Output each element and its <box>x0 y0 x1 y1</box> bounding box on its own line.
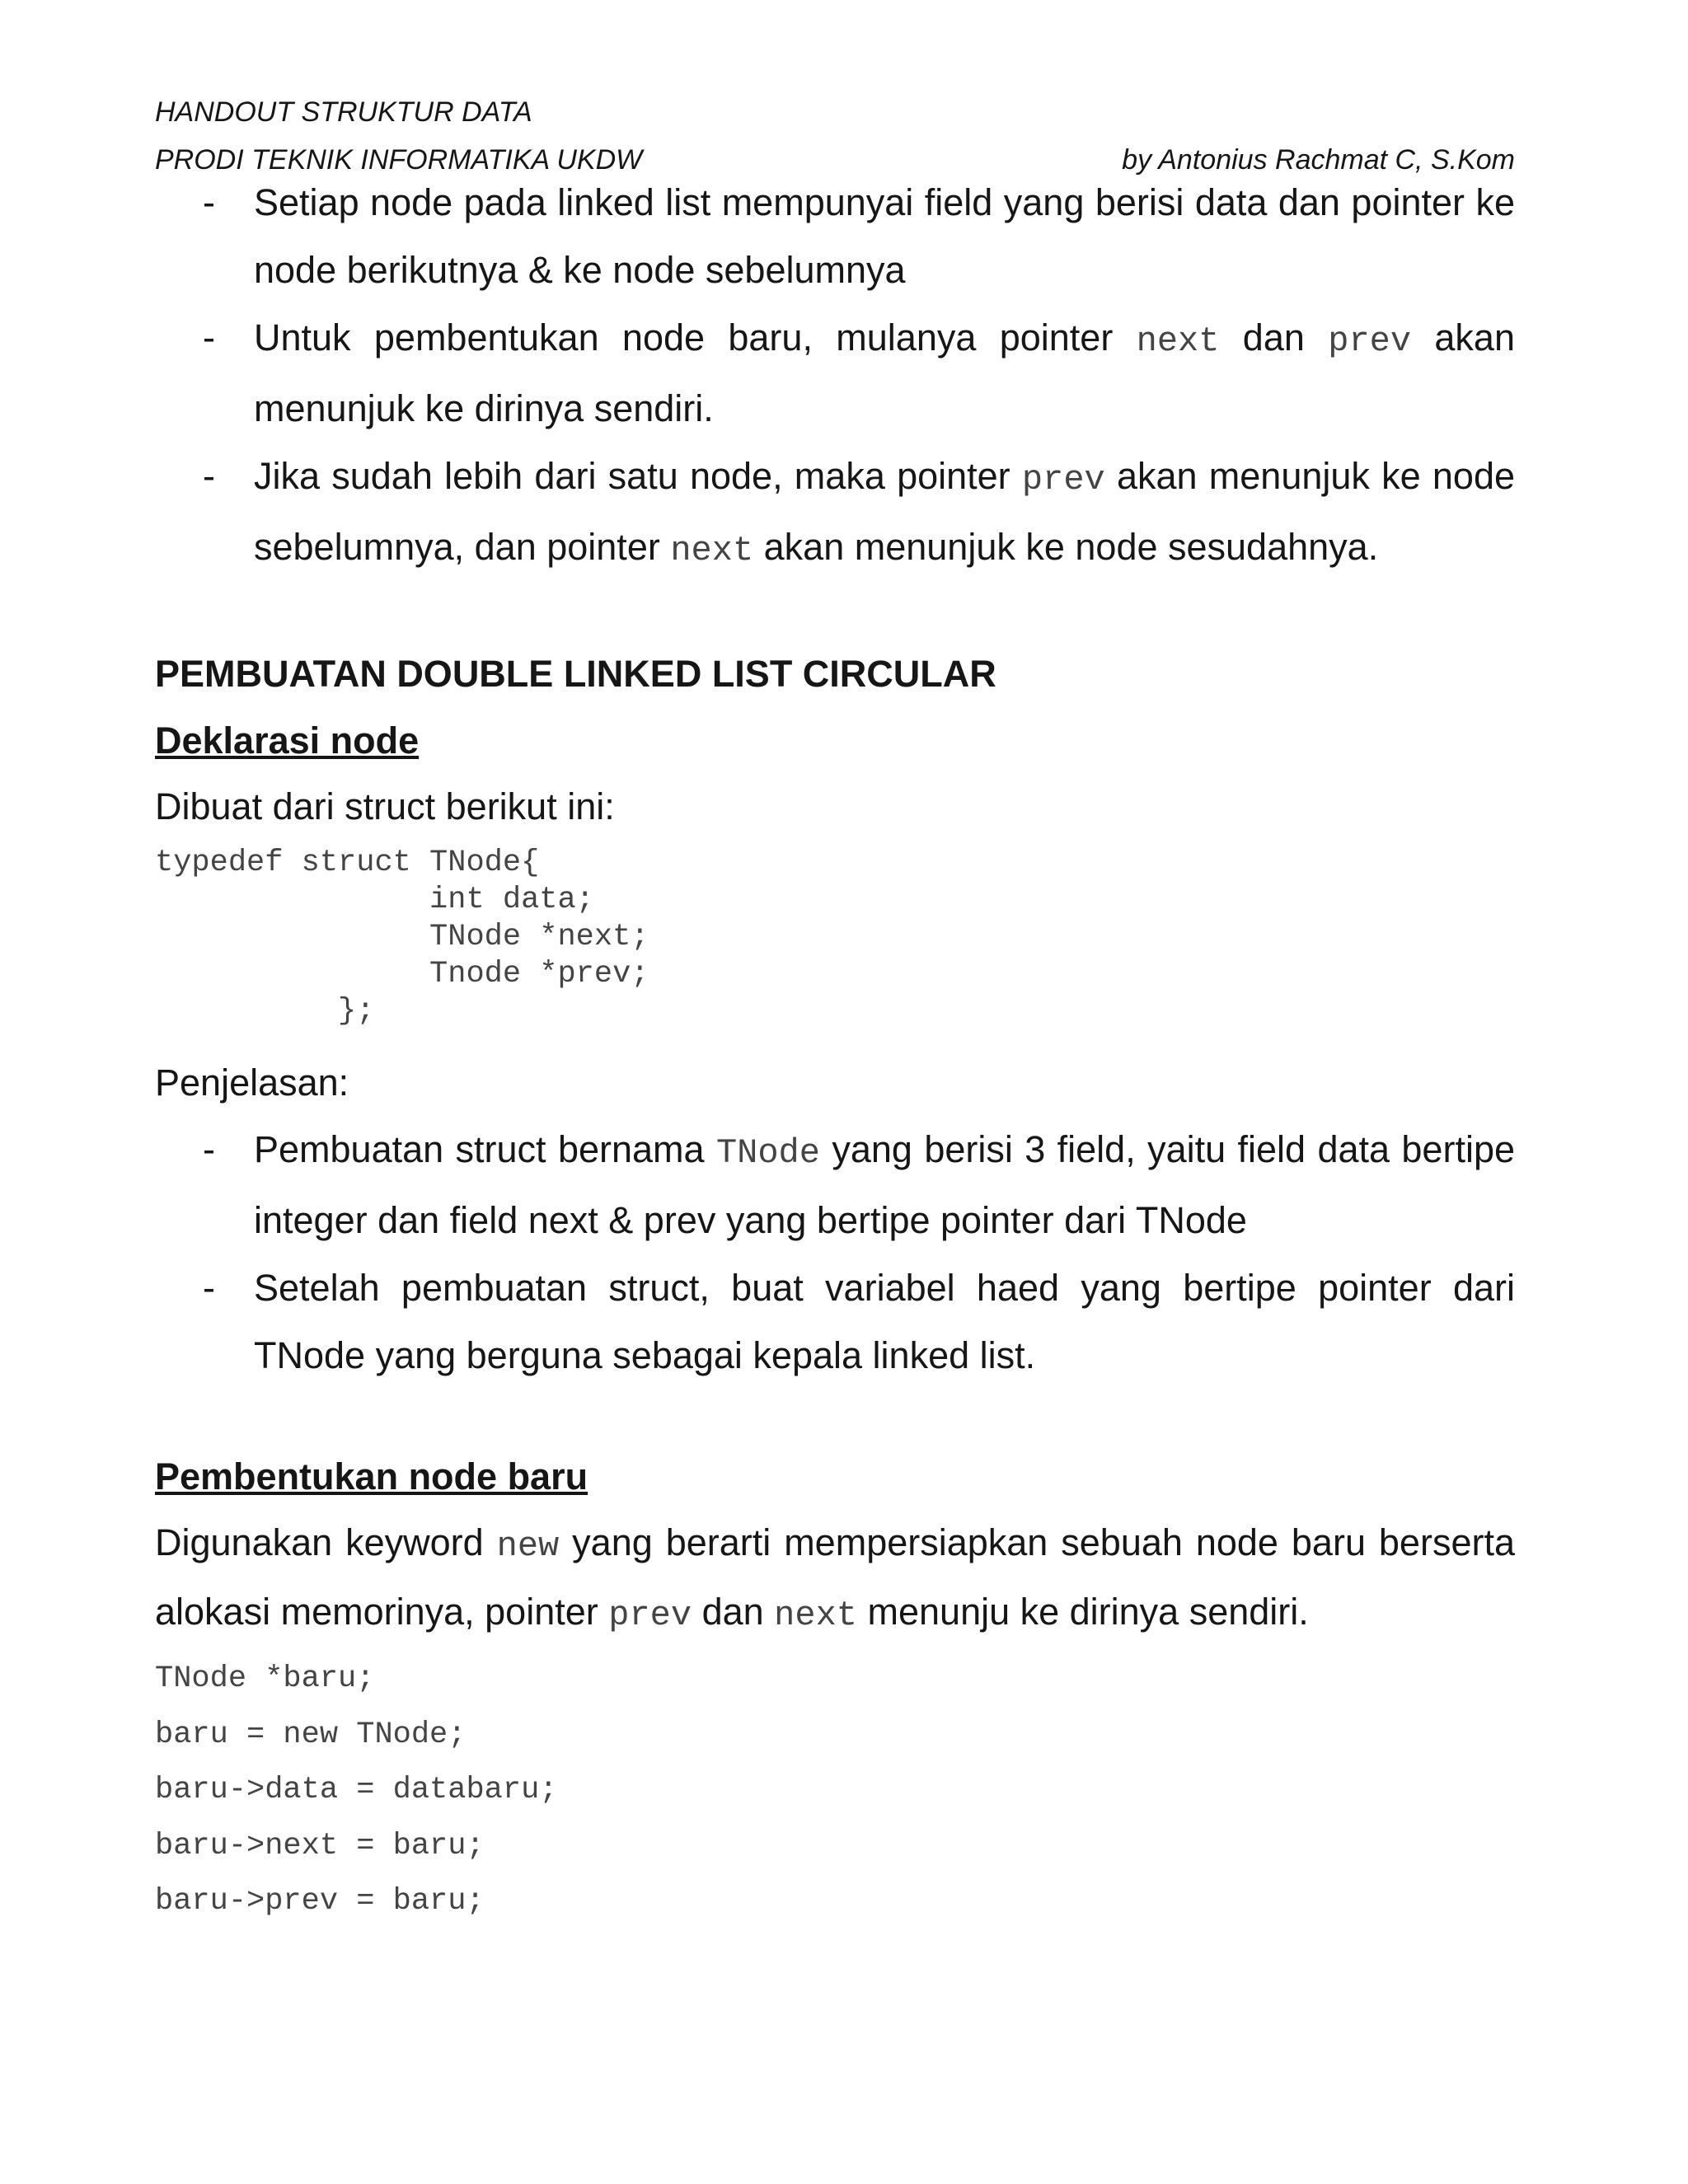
header-author: by Antonius Rachmat C, S.Kom <box>1122 144 1515 176</box>
bullet-text: Pembuatan struct bernama <box>254 1128 716 1170</box>
bullet-text: Jika sudah lebih dari satu node, maka pointer <box>254 455 1022 497</box>
code-line: baru->prev = baru; <box>155 1884 485 1919</box>
paragraph: Dibuat dari struct berikut ini: <box>155 785 615 827</box>
list-item <box>155 443 1515 584</box>
page-content <box>155 169 1515 1930</box>
bullet-text: akan menunjuk ke node sebelumnya, dan pointer <box>254 455 1515 568</box>
header-department: PRODI TEKNIK INFORMATIKA UKDW <box>155 144 643 176</box>
inline-code: next <box>1136 321 1220 361</box>
subheading-pembentukan: Pembentukan node baru <box>155 1455 588 1497</box>
code-line: baru->data = databaru; <box>155 1773 558 1807</box>
code-line: baru->next = baru; <box>155 1828 485 1863</box>
penjelasan-bullet-list <box>155 1116 1515 1390</box>
paragraph-text: dan <box>692 1591 775 1633</box>
list-item <box>155 1254 1515 1390</box>
inline-code: prev <box>1021 460 1105 499</box>
spacer <box>155 1390 1515 1444</box>
inline-code: next <box>670 531 754 570</box>
bullet-dash: - <box>203 455 215 497</box>
bullet-dash: - <box>203 1128 215 1170</box>
bullet-dash: - <box>203 181 215 223</box>
code-line: baru = new TNode; <box>155 1717 467 1752</box>
bullet-text: akan menunjuk ke dirinya sendiri. <box>254 316 1515 429</box>
intro-bullet-list <box>155 169 1515 584</box>
paragraph-text: yang berarti mempersiapkan sebuah node baru berserta alokasi memorinya, pointer <box>155 1521 1515 1633</box>
paragraph-text: Digunakan keyword <box>155 1521 497 1563</box>
code-block-new-node <box>155 1652 1515 1930</box>
code-line: TNode *baru; <box>155 1661 375 1696</box>
inline-code: new <box>496 1526 560 1566</box>
bullet-dash: - <box>203 316 215 359</box>
list-item <box>155 1116 1515 1254</box>
bullet-text: akan menunjuk ke node sesudahnya. <box>753 526 1379 568</box>
bullet-dash: - <box>203 1267 215 1309</box>
penjelasan-heading: Penjelasan: <box>155 1062 349 1104</box>
spacer <box>155 1030 1515 1050</box>
paragraph-text: menunju ke dirinya sendiri. <box>857 1591 1309 1633</box>
section-title: PEMBUATAN DOUBLE LINKED LIST CIRCULAR <box>155 653 996 695</box>
list-item <box>155 169 1515 304</box>
spacer <box>155 584 1515 640</box>
inline-code: TNode <box>715 1133 820 1173</box>
code-block-struct: typedef struct TNode{ int data; TNode *next; Tnode *prev; }; <box>155 846 649 1029</box>
inline-code: prev <box>1328 321 1412 361</box>
bullet-text: yang berisi 3 field, yaitu field data bertipe integer dan field next & prev yang bertipe pointer dari TNode <box>254 1128 1515 1241</box>
list-item <box>155 304 1515 443</box>
bullet-text: dan <box>1219 316 1329 359</box>
inline-code: prev <box>608 1596 692 1635</box>
bullet-text: Setiap node pada linked list mempunyai field yang berisi data dan pointer ke node berikutnya & ke node sebelumnya <box>254 181 1515 291</box>
paragraph <box>155 1510 1515 1648</box>
bullet-text: Untuk pembentukan node baru, mulanya pointer <box>254 316 1137 359</box>
header-title: HANDOUT STRUKTUR DATA <box>155 96 532 128</box>
subheading-deklarasi: Deklarasi node <box>155 719 420 762</box>
bullet-text: Setelah pembuatan struct, buat variabel haed yang bertipe pointer dari TNode yang berguna sebagai kepala linked list. <box>254 1267 1515 1376</box>
inline-code: next <box>774 1596 857 1635</box>
